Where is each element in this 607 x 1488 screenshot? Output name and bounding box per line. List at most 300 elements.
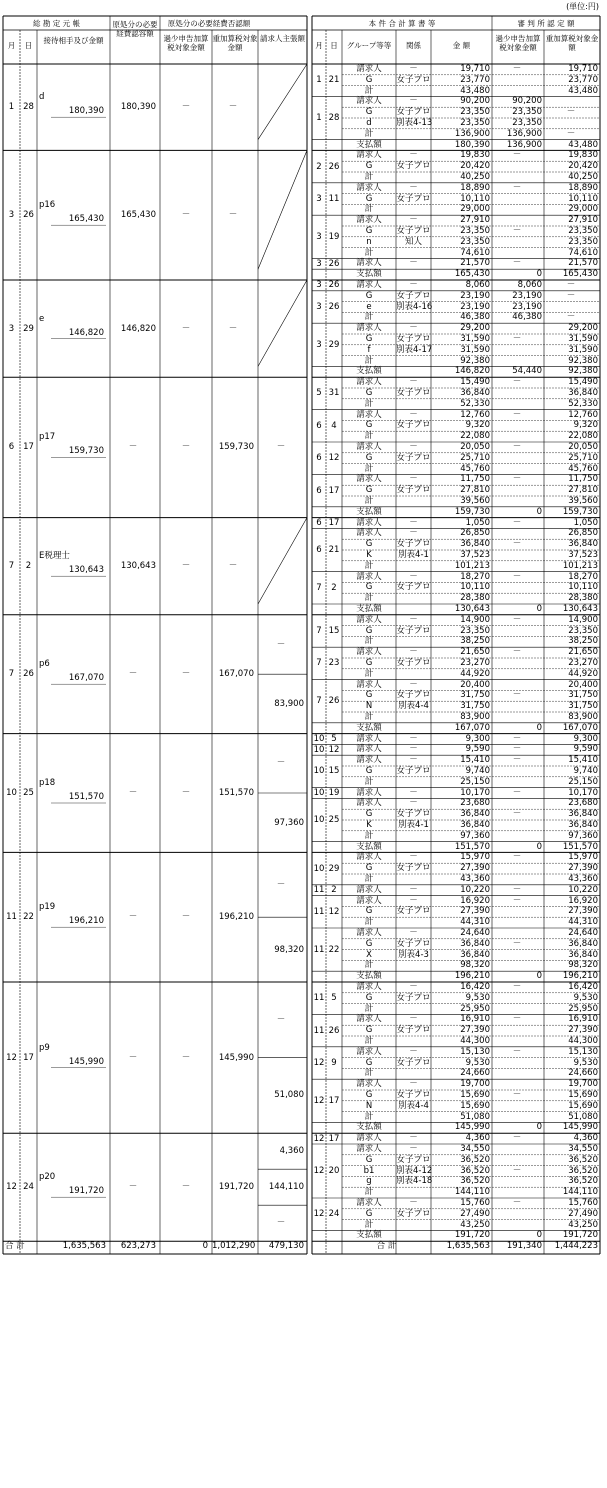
entry-party: N — [365, 1100, 373, 1111]
entry-party: 請求人 — [356, 982, 382, 992]
group-day: 21 — [328, 75, 340, 86]
entry-party: G — [365, 992, 373, 1003]
entry-party: 請求人 — [356, 280, 382, 290]
entry-small-judge: － — [512, 852, 522, 863]
entry-party: 請求人 — [356, 1144, 382, 1154]
entry-party: G — [365, 388, 373, 398]
group-month: 12 — [313, 1133, 325, 1144]
entry-amount: 83,900 — [460, 712, 490, 722]
entry-small-judge: 23,190 — [512, 290, 542, 301]
entry-party: 請求人 — [356, 852, 382, 863]
entry-party: 請求人 — [356, 150, 382, 161]
header-general-ledger: 総 勘 定 元 帳 — [32, 19, 81, 28]
entry-party: 計 — [364, 398, 374, 409]
block-allowed: 165,430 — [120, 210, 156, 221]
entry-heavy-judge: 36,840 — [568, 938, 598, 949]
entry-amount: 9,320 — [465, 420, 490, 431]
entry-relation: － — [409, 647, 418, 658]
entry-relation: 女子プロ — [396, 906, 431, 917]
group-month: 6 — [316, 420, 322, 431]
entry-party: 請求人 — [356, 1046, 382, 1057]
entry-amount: 36,840 — [460, 949, 490, 960]
payment-label: 支払額 — [356, 269, 382, 280]
entry-small-judge: － — [512, 895, 522, 906]
group-day: 5 — [331, 993, 337, 1004]
entry-relation: 別表4-17 — [396, 344, 433, 355]
block-heavy: 191,720 — [218, 1182, 254, 1193]
entry-heavy-judge: 15,130 — [568, 1046, 598, 1057]
entry-party: 請求人 — [356, 647, 382, 658]
payment-small-judge: 0 — [536, 722, 542, 733]
entry-small-judge: － — [512, 787, 522, 798]
entry-party: 計 — [364, 874, 374, 884]
entry-party: 計 — [364, 1036, 374, 1046]
block-partner-amount: 130,643 — [68, 565, 104, 576]
entry-small-judge: － — [512, 377, 522, 388]
entry-amount: 24,640 — [460, 928, 490, 938]
entry-amount: 19,700 — [460, 1079, 490, 1090]
entry-heavy-judge: 9,740 — [573, 766, 598, 776]
header-small-book: 過少申告加算税対象金額 — [163, 34, 209, 52]
entry-relation: － — [409, 323, 418, 334]
entry-small-judge: － — [512, 474, 522, 485]
entry-amount: 31,750 — [460, 701, 490, 712]
entry-amount: 44,300 — [460, 1036, 490, 1046]
entry-heavy-judge: 92,380 — [568, 355, 598, 366]
entry-amount: 18,890 — [460, 182, 490, 193]
entry-party: 請求人 — [356, 744, 382, 755]
block-claim: － — [276, 639, 286, 650]
header-day-right: 日 — [330, 41, 338, 50]
group-month: 11 — [313, 885, 325, 896]
entry-heavy-judge: 36,520 — [568, 1176, 598, 1187]
entry-party: 請求人 — [356, 517, 382, 528]
entry-amount: 21,650 — [460, 647, 490, 658]
entry-amount: 25,950 — [460, 1003, 490, 1014]
entry-relation: 女子プロ — [396, 766, 431, 776]
entry-heavy-judge: 19,830 — [568, 150, 598, 161]
entry-heavy-judge: 10,170 — [568, 787, 598, 798]
payment-label: 支払額 — [356, 722, 382, 733]
entry-small-judge: － — [512, 1014, 522, 1025]
entry-relation: 別表4-18 — [396, 1176, 433, 1187]
block-small: － — [181, 210, 191, 221]
group-month: 6 — [316, 518, 322, 528]
entry-heavy-judge: 28,380 — [568, 593, 598, 604]
entry-amount: 10,110 — [460, 582, 490, 593]
group-day: 26 — [328, 258, 340, 269]
entry-heavy-judge: 29,200 — [568, 323, 598, 334]
entry-amount: 12,760 — [460, 409, 490, 420]
block-month: 3 — [8, 210, 15, 221]
entry-heavy-judge: 36,520 — [568, 1165, 598, 1176]
entry-amount: 9,530 — [465, 992, 490, 1003]
entry-relation: － — [409, 215, 418, 226]
entry-heavy-judge: 18,890 — [568, 182, 598, 193]
entry-amount: 1,050 — [465, 517, 490, 528]
entry-relation: 女子プロ — [396, 1057, 431, 1068]
entry-relation: － — [409, 409, 418, 420]
entry-party: 計 — [364, 128, 374, 139]
entry-party: d — [366, 118, 372, 128]
entry-amount: 15,410 — [460, 755, 490, 766]
group-day: 17 — [328, 518, 340, 528]
claim-diagonal — [258, 518, 307, 604]
entry-amount: 27,910 — [460, 215, 490, 226]
entry-heavy-judge: 1,050 — [573, 517, 598, 528]
block-allowed: 130,643 — [120, 561, 156, 572]
entry-amount: 10,110 — [460, 193, 490, 204]
group-day: 26 — [328, 302, 340, 312]
entry-amount: 136,900 — [454, 128, 490, 139]
entry-heavy-judge: 74,610 — [568, 247, 598, 258]
block-partner-amount: 151,570 — [68, 792, 104, 802]
entry-relation: － — [409, 679, 418, 690]
claim-diagonal — [258, 64, 307, 140]
entry-party: 請求人 — [356, 798, 382, 809]
block-allowed: － — [128, 1182, 138, 1193]
block-partner-amount: 196,210 — [68, 916, 104, 927]
payment-small-judge: 0 — [536, 971, 542, 982]
group-month: 3 — [316, 302, 322, 312]
payment-amount: 151,570 — [454, 841, 490, 852]
entry-heavy-judge: 9,300 — [573, 733, 598, 744]
entry-amount: 19,830 — [460, 150, 490, 161]
entry-amount: 15,970 — [460, 852, 490, 863]
entry-relation: － — [409, 571, 418, 582]
entry-party: G — [365, 290, 373, 301]
entry-party: G — [365, 658, 373, 668]
entry-heavy-judge: 27,910 — [568, 215, 598, 226]
group-day: 26 — [328, 1025, 340, 1036]
entry-amount: 23,680 — [460, 798, 490, 809]
group-day: 4 — [331, 420, 337, 431]
entry-heavy-judge: 37,523 — [568, 550, 598, 560]
entry-party: 計 — [364, 712, 374, 722]
group-day: 12 — [328, 744, 340, 755]
entry-relation: － — [409, 744, 418, 755]
payment-amount: 146,820 — [454, 366, 490, 377]
block-partner: p6 — [39, 659, 50, 670]
entry-heavy-judge: 16,920 — [568, 895, 598, 906]
entry-heavy-judge: 36,840 — [568, 820, 598, 830]
entry-party: G — [365, 452, 373, 463]
entry-small-judge: － — [512, 1046, 522, 1057]
entry-heavy-judge: 29,000 — [568, 204, 598, 215]
entry-amount: 15,690 — [460, 1100, 490, 1111]
entry-small-judge: － — [512, 884, 522, 895]
group-day: 23 — [328, 658, 340, 669]
entry-heavy-judge: 23,680 — [568, 798, 598, 809]
block-small: － — [181, 561, 191, 572]
entry-small-judge: － — [512, 64, 522, 74]
entry-amount: 45,760 — [460, 463, 490, 474]
block-month: 10 — [6, 788, 17, 798]
group-month: 12 — [313, 1058, 325, 1068]
entry-party: 請求人 — [356, 614, 382, 625]
entry-party: f — [367, 344, 371, 355]
entry-relation: － — [409, 1079, 418, 1090]
entry-heavy-judge: － — [566, 280, 576, 290]
entry-relation: － — [409, 258, 418, 269]
entry-heavy-judge: 43,480 — [568, 85, 598, 96]
entry-party: 請求人 — [356, 928, 382, 938]
group-month: 12 — [313, 1166, 325, 1176]
entry-heavy-judge: 39,560 — [568, 496, 598, 506]
entry-amount: 29,200 — [460, 323, 490, 334]
entry-heavy-judge: 36,840 — [568, 388, 598, 398]
group-day: 12 — [328, 906, 340, 917]
block-heavy: 159,730 — [218, 442, 254, 453]
header-heavy-judge: 重加算税対象金額 — [545, 34, 599, 52]
entry-relation: － — [409, 1133, 418, 1144]
block-day: 22 — [23, 912, 34, 923]
block-partner-amount: 145,990 — [68, 1056, 104, 1067]
group-day: 15 — [328, 766, 340, 777]
entry-heavy-judge: 36,840 — [568, 809, 598, 820]
entry-relation: － — [409, 928, 418, 938]
entry-amount: 23,350 — [460, 118, 490, 128]
entry-party: 請求人 — [356, 409, 382, 420]
block-small: － — [181, 669, 191, 680]
entry-heavy-judge: 97,360 — [568, 830, 598, 841]
entry-party: n — [366, 236, 372, 247]
entry-party: 請求人 — [356, 442, 382, 452]
group-day: 19 — [328, 788, 340, 798]
entry-party: e — [366, 301, 372, 312]
block-day: 25 — [23, 788, 34, 798]
payment-amount: 130,643 — [454, 604, 490, 614]
group-month: 10 — [313, 766, 325, 777]
block-small: － — [181, 102, 191, 113]
entry-amount: 10,170 — [460, 787, 490, 798]
entry-party: G — [365, 334, 373, 344]
group-day: 2 — [331, 582, 337, 593]
entry-small-judge: － — [512, 744, 522, 755]
entry-heavy-judge: 23,770 — [568, 74, 598, 85]
entry-relation: － — [409, 1198, 418, 1208]
entry-party: 計 — [364, 1219, 374, 1230]
entry-heavy-judge: 15,410 — [568, 755, 598, 766]
group-month: 1 — [316, 113, 322, 123]
entry-amount: 23,350 — [460, 226, 490, 236]
entry-heavy-judge: 31,750 — [568, 701, 598, 712]
group-day: 11 — [328, 194, 340, 204]
block-small: － — [181, 442, 191, 453]
entry-heavy-judge: 10,110 — [568, 582, 598, 593]
group-month: 11 — [313, 906, 325, 917]
block-heavy: 151,570 — [218, 788, 254, 798]
block-claim: 98,320 — [274, 944, 304, 955]
payment-heavy-judge: 167,070 — [562, 722, 598, 733]
entry-heavy-judge: 15,970 — [568, 852, 598, 863]
entry-relation: － — [409, 1046, 418, 1057]
block-claim: 144,110 — [268, 1182, 304, 1193]
entry-party: G — [365, 161, 373, 172]
entry-amount: 46,380 — [460, 312, 490, 323]
entry-relation: 別表4-12 — [396, 1165, 433, 1176]
entry-amount: 97,360 — [460, 830, 490, 841]
entry-relation: 女子プロ — [396, 809, 431, 820]
entry-small-judge: － — [512, 442, 522, 452]
block-claim: － — [276, 1218, 286, 1229]
entry-amount: 15,690 — [460, 1090, 490, 1100]
entry-small-judge: － — [512, 982, 522, 992]
payment-label: 支払額 — [356, 1230, 382, 1241]
entry-party: G — [365, 1025, 373, 1036]
entry-relation: 女子プロ — [396, 1208, 431, 1219]
payment-small-judge: 136,900 — [506, 139, 542, 150]
header-group: グループ等等 — [346, 41, 392, 50]
block-heavy: 167,070 — [218, 669, 254, 680]
entry-relation: 別表4-1 — [398, 550, 429, 560]
entry-heavy-judge: 51,080 — [568, 1111, 598, 1122]
block-claim: 51,080 — [274, 1090, 304, 1101]
payment-heavy-judge: 151,570 — [562, 841, 598, 852]
entry-amount: 10,220 — [460, 884, 490, 895]
entry-heavy-judge: 21,570 — [568, 258, 598, 269]
entry-small-judge: 23,190 — [512, 301, 542, 312]
entry-amount: 101,213 — [454, 560, 490, 571]
entry-relation: － — [409, 517, 418, 528]
entry-party: 請求人 — [356, 64, 382, 74]
entry-party: G — [365, 690, 373, 701]
entry-party: G — [365, 766, 373, 776]
entry-amount: 40,250 — [460, 172, 490, 182]
entry-amount: 27,390 — [460, 863, 490, 874]
entry-amount: 11,750 — [460, 474, 490, 485]
entry-party: K — [366, 550, 372, 560]
entry-small-judge: － — [512, 1198, 522, 1208]
entry-relation: － — [409, 280, 418, 290]
entry-small-judge: － — [512, 614, 522, 625]
entry-amount: 26,850 — [460, 528, 490, 539]
entry-amount: 34,550 — [460, 1144, 490, 1154]
group-month: 6 — [316, 453, 322, 464]
block-partner-amount: 191,720 — [68, 1186, 104, 1197]
entry-party: G — [365, 74, 373, 85]
group-month: 11 — [313, 1025, 325, 1036]
entry-relation: － — [409, 852, 418, 863]
entry-amount: 36,520 — [460, 1154, 490, 1165]
block-partner: d — [39, 92, 45, 103]
group-day: 12 — [328, 453, 340, 464]
block-day: 17 — [23, 1052, 34, 1063]
entry-relation: － — [409, 150, 418, 161]
entry-party: G — [365, 1208, 373, 1219]
entry-amount: 44,920 — [460, 668, 490, 679]
entry-heavy-judge: 23,350 — [568, 236, 598, 247]
entry-party: 計 — [364, 668, 374, 679]
entry-heavy-judge: 36,840 — [568, 949, 598, 960]
entry-party: 計 — [364, 1003, 374, 1014]
unit-label: (単位:円) — [566, 2, 599, 11]
header-statement: 本 件 合 計 算 書 等 — [368, 19, 436, 28]
entry-relation: － — [409, 895, 418, 906]
entry-amount: 28,380 — [460, 593, 490, 604]
entry-party: G — [365, 863, 373, 874]
entry-party: 計 — [364, 776, 374, 787]
block-allowed: － — [128, 788, 138, 798]
entry-heavy-judge: 24,660 — [568, 1068, 598, 1079]
entry-amount: 15,760 — [460, 1198, 490, 1208]
payment-amount: 165,430 — [454, 269, 490, 280]
total-amount: 1,635,563 — [446, 1241, 490, 1252]
entry-party: G — [365, 107, 373, 118]
entry-party: G — [365, 906, 373, 917]
entry-party: 計 — [364, 636, 374, 647]
entry-heavy-judge: 12,760 — [568, 409, 598, 420]
entry-party: G — [365, 485, 373, 496]
entry-heavy-judge: 21,650 — [568, 647, 598, 658]
entry-party: g — [366, 1176, 372, 1187]
header-allowed: 原処分の必要経費認容額 — [112, 20, 158, 38]
block-partner: p16 — [39, 200, 56, 211]
entry-heavy-judge: 20,050 — [568, 442, 598, 452]
entry-party: N — [365, 701, 373, 712]
entry-amount: 23,350 — [460, 107, 490, 118]
block-claim: 4,360 — [279, 1146, 304, 1157]
entry-small-judge: 23,350 — [512, 107, 542, 118]
group-day: 17 — [328, 1095, 340, 1106]
entry-relation: － — [409, 64, 418, 74]
entry-amount: 90,200 — [460, 96, 490, 107]
entry-amount: 19,710 — [460, 64, 490, 74]
entry-heavy-judge: 144,110 — [562, 1187, 598, 1198]
entry-small-judge: 23,350 — [512, 118, 542, 128]
entry-amount: 9,740 — [465, 766, 490, 776]
entry-party: 計 — [364, 496, 374, 506]
entry-small-judge: － — [512, 226, 522, 236]
entry-party: G — [365, 539, 373, 550]
entry-small-judge: － — [512, 690, 522, 701]
entry-amount: 16,420 — [460, 982, 490, 992]
block-allowed: － — [128, 669, 138, 680]
entry-amount: 29,000 — [460, 204, 490, 215]
payment-amount: 145,990 — [454, 1122, 490, 1133]
entry-amount: 36,520 — [460, 1176, 490, 1187]
entry-amount: 37,523 — [460, 550, 490, 560]
payment-amount: 167,070 — [454, 722, 490, 733]
entry-small-judge: － — [512, 647, 522, 658]
entry-heavy-judge: 83,900 — [568, 712, 598, 722]
entry-party: G — [365, 938, 373, 949]
block-month: 6 — [8, 442, 15, 453]
block-claim: 83,900 — [274, 698, 304, 709]
block-heavy: 145,990 — [218, 1052, 254, 1063]
block-claim: 97,360 — [274, 817, 304, 828]
entry-relation: － — [409, 474, 418, 485]
total-heavy: 1,012,290 — [212, 1241, 256, 1252]
entry-party: 請求人 — [356, 884, 382, 895]
block-month: 7 — [8, 669, 15, 680]
entry-amount: 31,590 — [460, 344, 490, 355]
block-claim: － — [276, 758, 286, 769]
entry-amount: 98,320 — [460, 960, 490, 971]
entry-party: 請求人 — [356, 1014, 382, 1025]
entry-heavy-judge: 27,390 — [568, 906, 598, 917]
block-heavy: － — [228, 561, 238, 572]
entry-heavy-judge: 40,250 — [568, 172, 598, 182]
payment-label: 支払額 — [356, 841, 382, 852]
entry-heavy-judge: 26,850 — [568, 528, 598, 539]
entry-heavy-judge: 98,320 — [568, 960, 598, 971]
entry-party: K — [366, 820, 372, 830]
total-heavy-judge: 1,444,223 — [554, 1241, 598, 1252]
entry-small-judge: － — [512, 755, 522, 766]
entry-relation: 女子プロ — [396, 690, 431, 701]
block-heavy: － — [228, 323, 238, 334]
